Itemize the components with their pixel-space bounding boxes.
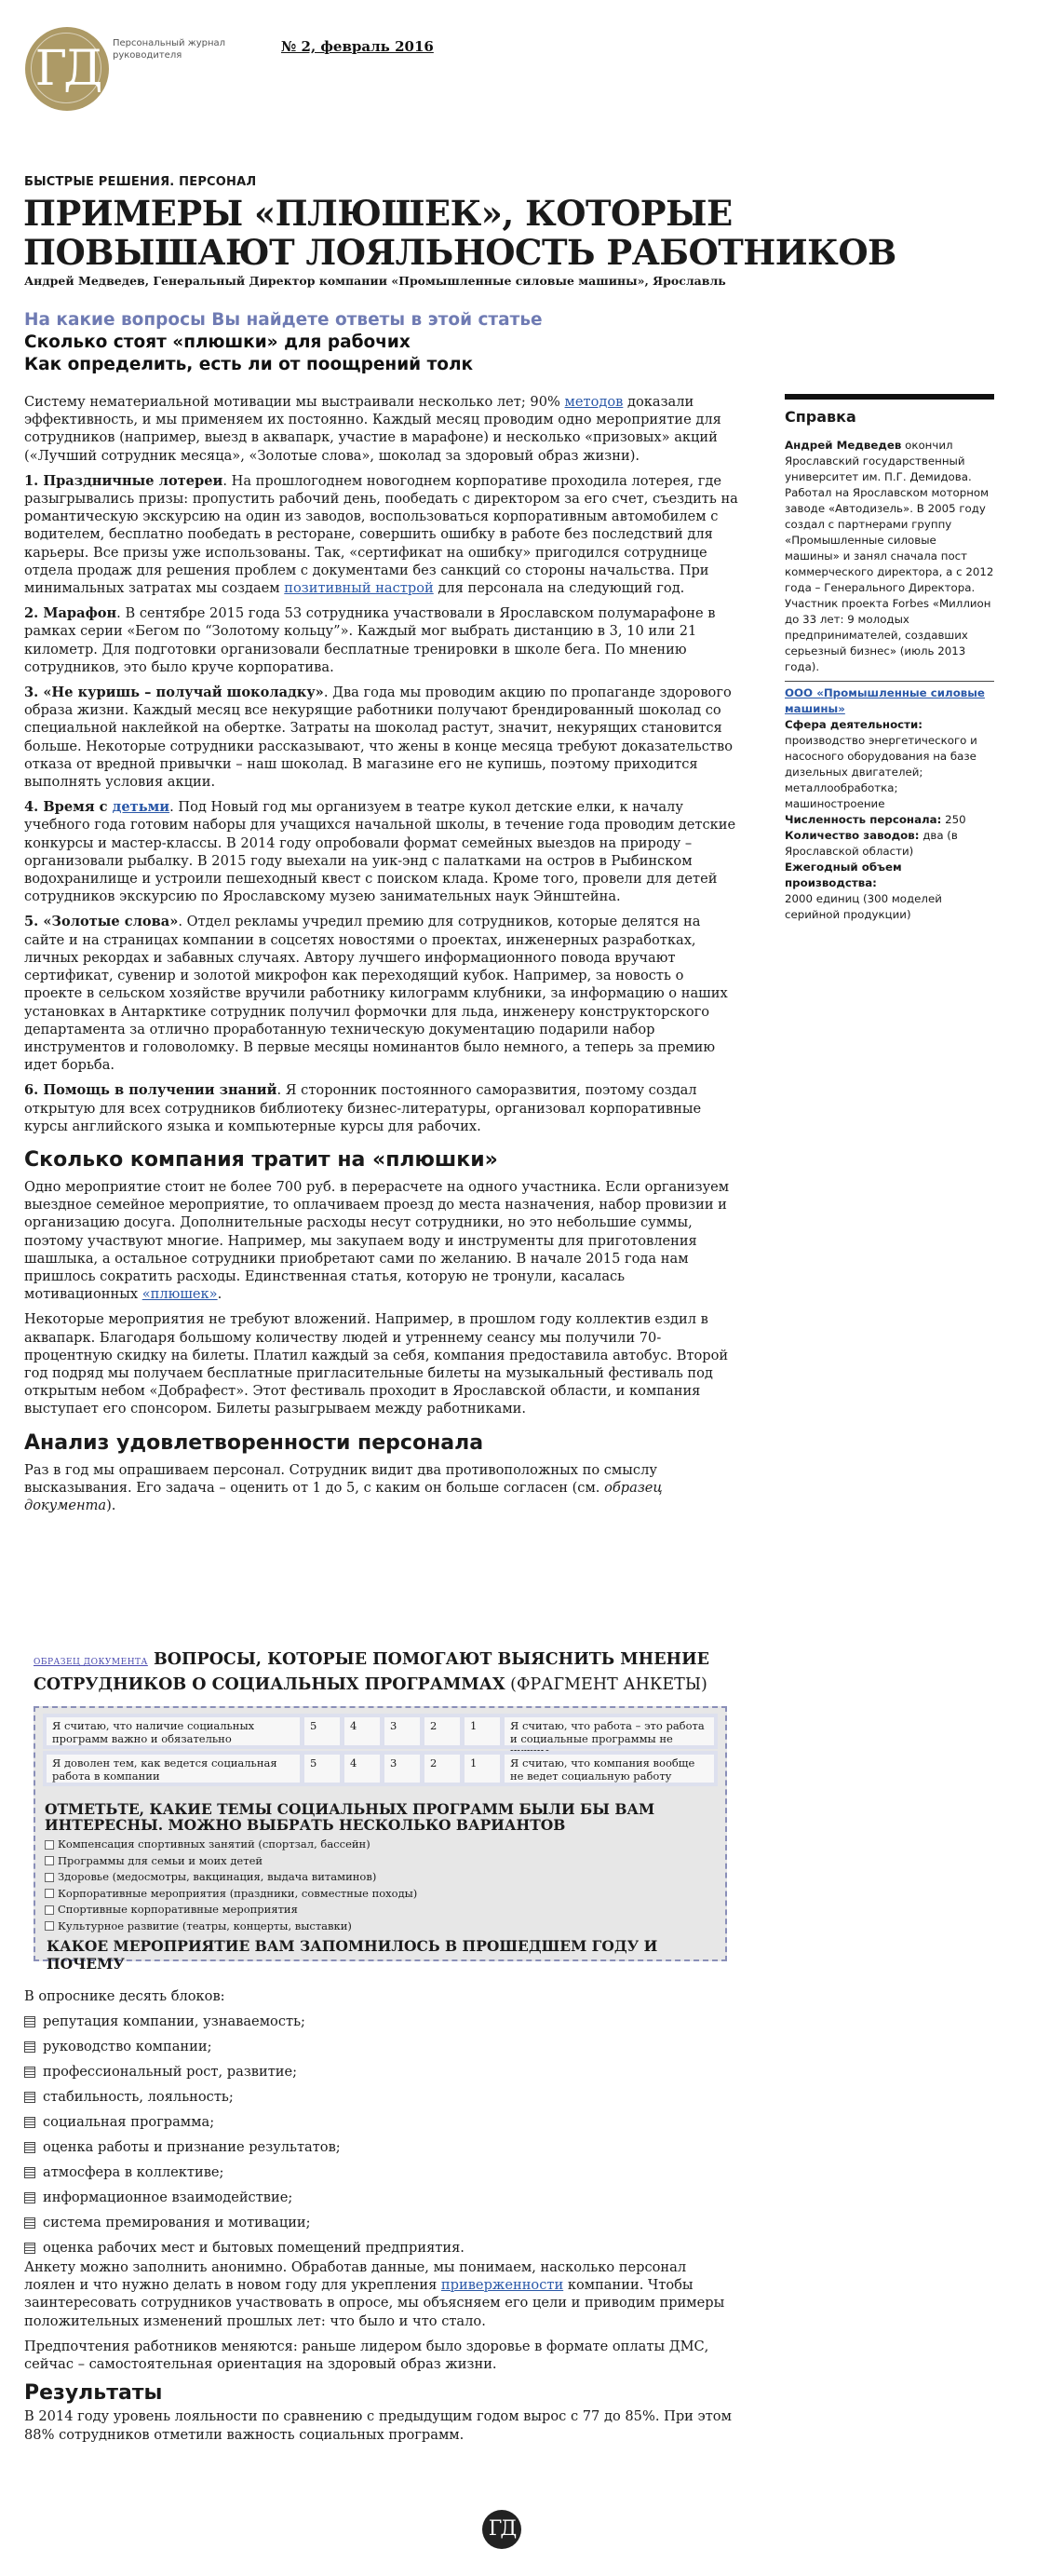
blocks-list bbox=[24, 2009, 741, 2260]
item-title: 4. Время с bbox=[24, 799, 113, 816]
bullet-icon bbox=[24, 2167, 35, 2178]
topic-option[interactable] bbox=[45, 1918, 417, 1935]
sidebar-rule bbox=[785, 394, 994, 400]
results-heading: Результаты bbox=[24, 2381, 163, 2406]
item-text: система премирования и мотивации; bbox=[43, 2215, 311, 2230]
text: . Отдел рекламы учредил премию для сотрудников, которые делятся на сайте и на страницах компании в соцсетях новостями о проектах, инженерных разработках, личных рекордах и забавных случаях. Автору лучшего информационного повода вручают сертификат, сувенир и золотой микрофон как переходящий кубок. Например, за новость о проекте в сельском хозяйстве вручили работнику килограмм клубники, за информацию о наших установках в Антарктике сотрудник получил формочки для льда, инженеру конструкторского департамента за отлично проработанную техническую документацию подарили набор инструментов и головоломку. В первые месяцы номинантов было немного, а теперь за премию идет борьба. bbox=[24, 914, 728, 1074]
sphere-text: производство энергетического и насосного оборудования на базе дизельных двигателей; металлообработка; машиностроение bbox=[785, 734, 977, 810]
list-item bbox=[24, 2135, 741, 2160]
list-item bbox=[24, 2109, 741, 2135]
item-text: репутация компании, узнаваемость; bbox=[43, 2013, 305, 2029]
question-item: Сколько стоят «плюшки» для рабочих bbox=[24, 332, 411, 352]
item-chocolate bbox=[24, 684, 741, 791]
score-1[interactable]: 1 bbox=[465, 1755, 500, 1783]
plants-row bbox=[785, 828, 994, 860]
magazine-tagline: Персональный журнал руководителя bbox=[113, 38, 226, 61]
checkbox[interactable] bbox=[45, 1840, 54, 1850]
sidebar-reference bbox=[785, 394, 994, 923]
footer-logo[interactable] bbox=[482, 2510, 521, 2549]
checkbox[interactable] bbox=[45, 1921, 54, 1931]
text: для персонала на следующий год. bbox=[433, 580, 685, 597]
perks-link[interactable]: «плюшек» bbox=[141, 1286, 218, 1303]
sidebar-title: Справка bbox=[785, 408, 856, 426]
text: . Я сторонник постоянного саморазвития, поэтому создал открытую для всех сотрудников библиотеку бизнес-литературы, организовал корпоративные курсы английского языка и компьютерные курсы для рабочих. bbox=[24, 1082, 702, 1134]
item-lottery bbox=[24, 472, 741, 597]
list-item bbox=[24, 2034, 741, 2059]
list-item bbox=[24, 2009, 741, 2034]
company-link[interactable]: ООО «Промышленные силовые машины» bbox=[785, 686, 985, 715]
logo-ring bbox=[31, 33, 101, 103]
option-label: Культурное развитие (театры, концерты, выставки) bbox=[58, 1918, 352, 1932]
score-3[interactable]: 3 bbox=[384, 1755, 420, 1783]
sidebar-bio bbox=[785, 438, 994, 675]
score-5[interactable]: 5 bbox=[304, 1755, 340, 1783]
staff-value: 250 bbox=[941, 813, 966, 826]
list-item bbox=[24, 2185, 741, 2210]
topic-option[interactable] bbox=[45, 1853, 417, 1870]
bullet-icon bbox=[24, 2117, 35, 2128]
score-1[interactable]: 1 bbox=[465, 1717, 500, 1745]
list-item bbox=[24, 2160, 741, 2185]
bullet-icon bbox=[24, 2217, 35, 2229]
text: Систему нематериальной мотивации мы выстраивали несколько лет; 90% bbox=[24, 394, 565, 410]
bullet-icon bbox=[24, 2067, 35, 2078]
item-text: атмосфера в коллективе; bbox=[43, 2164, 224, 2180]
item-title: 2. Марафон bbox=[24, 605, 117, 622]
bullet-icon bbox=[24, 2092, 35, 2103]
statement-right: Я считаю, что работа – это работа и социальные программы не bbox=[505, 1717, 714, 1745]
volume-label: Ежегодный объем производства: bbox=[785, 861, 902, 889]
topic-option[interactable] bbox=[45, 1886, 417, 1903]
score-3[interactable]: 3 bbox=[384, 1717, 420, 1745]
item-title: 6. Помощь в получении знаний bbox=[24, 1082, 277, 1099]
analysis-heading: Анализ удовлетворенности персонала bbox=[24, 1430, 484, 1455]
volume-text: 2000 единиц (300 моделей серийной продукции) bbox=[785, 892, 942, 921]
preferences-paragraph: Предпочтения работников меняются: раньше лидером было здоровье в формате оплаты ДМС, сейчас – самостоятельная ориентация на здоровый образ жизни. bbox=[24, 2338, 709, 2373]
article-title: ПРИМЕРЫ «ПЛЮШЕК», КОТОРЫЕ ПОВЫШАЮТ ЛОЯЛЬНОСТЬ РАБОТНИКОВ bbox=[23, 193, 896, 273]
item-text: профессиональный рост, развитие; bbox=[43, 2064, 298, 2080]
article-body bbox=[24, 393, 741, 1522]
company-link-row bbox=[785, 685, 994, 717]
option-label: Спортивные корпоративные мероприятия bbox=[58, 1903, 298, 1916]
cost-heading: Сколько компания тратит на «плюшки» bbox=[24, 1147, 498, 1172]
sphere-label: Сфера деятельности: bbox=[785, 718, 923, 731]
text: Одно мероприятие стоит не более 700 руб. в перерасчете на одного участника. Если организуем выездное семейное мероприятие, то оплачиваем проезд до места назначения, набор провизии и организацию досуга. Дополнительные расходы несут сотрудники, но это небольшие суммы, поэтому участвуют многие. Например, мы закупаем воду и инструменты для приготовления шашлыка, а остальное сотрудники приобретают сами по желанию. В начале 2015 года нам пришлось сократить расходы. Единственная статья, которую не тронули, касалась мотивационных bbox=[24, 1178, 730, 1303]
survey-sample bbox=[24, 1645, 743, 1973]
memorable-event-question: КАКОЕ МЕРОПРИЯТИЕ ВАМ ЗАПОМНИЛОСЬ В ПРОШЕДШЕМ ГОДУ И ПОЧЕМУ bbox=[47, 1937, 658, 1973]
sidebar-divider bbox=[785, 681, 994, 682]
plants-label: Количество заводов: bbox=[785, 829, 920, 842]
results-paragraph: В 2014 году уровень лояльности по сравнению с предыдущим годом вырос с 77 до 85%. При этом 88% сотрудников отметили важность социальных программ. bbox=[24, 2408, 732, 2443]
bullet-icon bbox=[24, 2142, 35, 2153]
item-text: оценка рабочих мест и бытовых помещений предприятия. bbox=[43, 2240, 465, 2256]
item-knowledge bbox=[24, 1081, 741, 1135]
bullet-icon bbox=[24, 2192, 35, 2203]
text: . На прошлогоднем новогоднем корпоративе проходила лотерея, где разыгрывались призы: пропустить рабочий день, пообедать с директором за его счет, съездить на романтическую экскурсию на один из заводов, воспользоваться корпоративным автомобилем с водителем, бесплатно пообедать в ресторане, совершить ошибку в работе без последствий для карьеры. Все призы уже использованы. Так, «сертификат на ошибку» пригодился сотруднице отдела продаж для решения проблем с документами без санкций со стороны начальства. При минимальных затратах мы создаем bbox=[24, 472, 738, 597]
cost-paragraph bbox=[24, 1178, 741, 1303]
article-rubric: БЫСТРЫЕ РЕШЕНИЯ. ПЕРСОНАЛ bbox=[24, 175, 257, 189]
bullet-icon bbox=[24, 2243, 35, 2254]
sample-doc-tag[interactable]: ОБРАЗЕЦ ДОКУМЕНТА bbox=[34, 1658, 148, 1667]
footer-logo-text: ГД bbox=[488, 2517, 516, 2541]
item-kids bbox=[24, 798, 741, 905]
list-item bbox=[24, 2059, 741, 2084]
logo-text: ГД bbox=[34, 41, 100, 97]
bio-name: Андрей Медведев bbox=[785, 439, 902, 452]
option-label: Компенсация спортивных занятий (спортзал, бассейн) bbox=[58, 1837, 370, 1851]
text: ). bbox=[106, 1497, 116, 1513]
score-4[interactable]: 4 bbox=[344, 1755, 380, 1783]
checkbox[interactable] bbox=[45, 1856, 54, 1865]
plants-value: два (в Ярославской области) bbox=[785, 829, 958, 858]
score-2[interactable]: 2 bbox=[424, 1717, 460, 1745]
item-text: руководство компании; bbox=[43, 2039, 212, 2054]
list-item bbox=[24, 2210, 741, 2235]
sphere-row bbox=[785, 717, 994, 733]
option-label: Корпоративные мероприятия (праздники, совместные походы) bbox=[58, 1886, 418, 1900]
doc-reference: образец документа bbox=[24, 1479, 663, 1513]
text: Анкету можно заполнить анонимно. Обработав данные, мы понимаем, насколько персонал лоялен и что нужно делать в новом году для укрепления bbox=[24, 2259, 687, 2294]
text: . bbox=[217, 1286, 222, 1303]
closing-section bbox=[24, 2258, 741, 2451]
survey-title: ВОПРОСЫ, КОТОРЫЕ ПОМОГАЮТ ВЫЯСНИТЬ МНЕНИЕ СОТРУДНИКОВ О СОЦИАЛЬНЫХ ПРОГРАММАХ bbox=[34, 1650, 709, 1694]
question-item: Как определить, есть ли от поощрений толк bbox=[24, 355, 474, 374]
analysis-paragraph bbox=[24, 1461, 741, 1515]
topic-option[interactable] bbox=[45, 1869, 417, 1886]
topic-option[interactable] bbox=[45, 1837, 417, 1853]
survey-fragment-note: (ФРАГМЕНТ АНКЕТЫ) bbox=[505, 1675, 707, 1694]
survey-row bbox=[43, 1714, 718, 1749]
item-title: 1. Праздничные лотереи bbox=[24, 472, 223, 489]
checkbox[interactable] bbox=[45, 1873, 54, 1882]
survey-row bbox=[43, 1751, 718, 1786]
intro-paragraph bbox=[24, 393, 741, 465]
article-author: Андрей Медведев, Генеральный Директор компании «Промышленные силовые машины», Ярославль bbox=[24, 274, 726, 288]
statement-right: Я считаю, что компания вообще не ведет социальную работу bbox=[505, 1755, 714, 1783]
text: . Под Новый год мы организуем в театре кукол детские елки, к началу учебного года готовим наборы для учащихся начальной школы, в течение года проводим детские конкурсы и мастер-классы. В 2014 году опробовали формат семейных выездов на природу – организовали рыбалку. В 2015 году выехали на уик-энд с палатками на остров в Рыбинском водохранилище и устроили пешеходный квест с поиском клада. Кроме того, провели для детей сотрудников экскурсию по Ярославскому музею занимательных наук Эйнштейна. bbox=[24, 799, 736, 905]
positive-mood-link[interactable]: позитивный настрой bbox=[284, 580, 434, 597]
option-label: Здоровье (медосмотры, вакцинация, выдача витаминов) bbox=[58, 1870, 377, 1883]
item-title: 3. «Не куришь – получай шоколадку» bbox=[24, 685, 324, 701]
survey-form bbox=[34, 1706, 727, 1973]
score-4[interactable]: 4 bbox=[344, 1717, 380, 1745]
bullet-icon bbox=[24, 2041, 35, 2053]
text: . Два года мы проводим акцию по пропаганде здорового образа жизни. Каждый месяц все некурящие работники получают брендированный шоколад со специальной наклейкой на обертке. Затраты на шоколад растут, значит, некурящих становится больше. Некоторые сотрудники рассказывают, что жены в конце месяца требуют доказательство отказа от вредной привычки – наш шоколад. В магазине его не купишь, поэтому приходится выполнять условия акции. bbox=[24, 685, 733, 791]
item-text: стабильность, лояльность; bbox=[43, 2089, 234, 2105]
checkbox[interactable] bbox=[45, 1905, 54, 1915]
questions-heading: На какие вопросы Вы найдете ответы в этой статье bbox=[24, 310, 543, 330]
checkbox[interactable] bbox=[45, 1889, 54, 1898]
item-text: социальная программа; bbox=[43, 2114, 215, 2130]
score-5[interactable]: 5 bbox=[304, 1717, 340, 1745]
cost-paragraph-2: Некоторые мероприятия не требуют вложений. Например, в прошлом году коллектив ездил в аквапарк. Благодаря большому количеству людей и утреннему сеансу мы получили 70-процентную скидку на билеты. Платил каждый за себя, компания предоставила автобус. Второй год подряд мы получаем бесплатные пригласительные билеты на музыкальный фестиваль под открытым небом «Добрафест». Этот фестиваль проходит в Ярославской области, и компания выступает его спонсором. Билеты разыгрываем между работниками. bbox=[24, 1311, 729, 1417]
issue-link[interactable]: № 2, февраль 2016 bbox=[281, 38, 434, 55]
staff-row bbox=[785, 812, 994, 828]
survey-blocks bbox=[24, 1984, 741, 2260]
item-title: 5. «Золотые слова» bbox=[24, 914, 179, 930]
item-text: информационное взаимодействие; bbox=[43, 2190, 293, 2205]
text: . В сентябре 2015 года 53 сотрудника участвовали в Ярославском полумарафоне в рамках серии «Бегом по “Золотому кольцу”». Каждый мог выбрать дистанцию в 3, 10 или 21 километр. Для подготовки организовали бесплатные тренировки в школе бега. По мнению сотрудников, это было круче корпоратива. bbox=[24, 605, 716, 675]
blocks-intro: В опроснике десять блоков: bbox=[24, 1988, 225, 2004]
bio-text: окончил Ярославский государственный университет им. П.Г. Демидова. Работал на Ярославском моторном заводе «Автодизель». В 2005 году создал с партнерами группу «Промышленные силовые машины» и занял сначала пост коммерческого директора, а с 2012 года – Генерального Директора. Участник проекта Forbes «Миллион до 33 лет: 9 молодых предпринимателей, создавших серьезный бизнес» (июль 2013 года). bbox=[785, 439, 994, 673]
statement-left: Я считаю, что наличие социальных программ важно и обязательно bbox=[47, 1717, 300, 1745]
methods-link[interactable]: методов bbox=[564, 394, 624, 410]
survey-caption bbox=[34, 1648, 741, 1696]
bullet-icon bbox=[24, 2016, 35, 2027]
item-golden-words bbox=[24, 913, 741, 1074]
questions-block bbox=[24, 309, 543, 376]
list-item bbox=[24, 2084, 741, 2109]
kids-link[interactable]: детьми bbox=[112, 799, 170, 816]
statement-left: Я доволен тем, как ведется социальная работа в компании bbox=[47, 1755, 300, 1783]
volume-row bbox=[785, 860, 994, 891]
staff-label: Численность персонала: bbox=[785, 813, 942, 826]
text: доказали эффективность, и мы применяем их постоянно. Каждый месяц проводим одно мероприятие для сотрудников (например, выезд в аквапарк, участие в марафоне) и несколько «призовых» акций («Лучший сотрудник месяца», «Золотые слова», шоколад за здоровый образ жизни). bbox=[24, 394, 721, 464]
anonymity-paragraph bbox=[24, 2258, 741, 2330]
topics-options bbox=[45, 1837, 417, 1934]
topics-question: ОТМЕТЬТЕ, КАКИЕ ТЕМЫ СОЦИАЛЬНЫХ ПРОГРАММ БЫЛИ БЫ ВАМ ИНТЕРЕСНЫ. МОЖНО ВЫБРАТЬ НЕСКОЛЬКО ВАРИАНТОВ bbox=[45, 1800, 655, 1834]
score-2[interactable]: 2 bbox=[424, 1755, 460, 1783]
text: Раз в год мы опрашиваем персонал. Сотрудник видит два противоположных по смыслу высказывания. Его задача – оценить от 1 до 5, с каким он больше согласен (см. bbox=[24, 1461, 657, 1496]
topic-option[interactable] bbox=[45, 1902, 417, 1918]
item-marathon bbox=[24, 604, 741, 676]
item-text: оценка работы и признание результатов; bbox=[43, 2139, 341, 2155]
list-item bbox=[24, 2235, 741, 2260]
text: компании. Чтобы заинтересовать сотрудников участвовать в опросе, мы объясняем его цели и приводим примеры положительных изменений прошлых лет: что было и что стало. bbox=[24, 2277, 725, 2329]
commitment-link[interactable]: приверженности bbox=[440, 2277, 564, 2294]
option-label: Программы для семьи и моих детей bbox=[58, 1853, 263, 1867]
